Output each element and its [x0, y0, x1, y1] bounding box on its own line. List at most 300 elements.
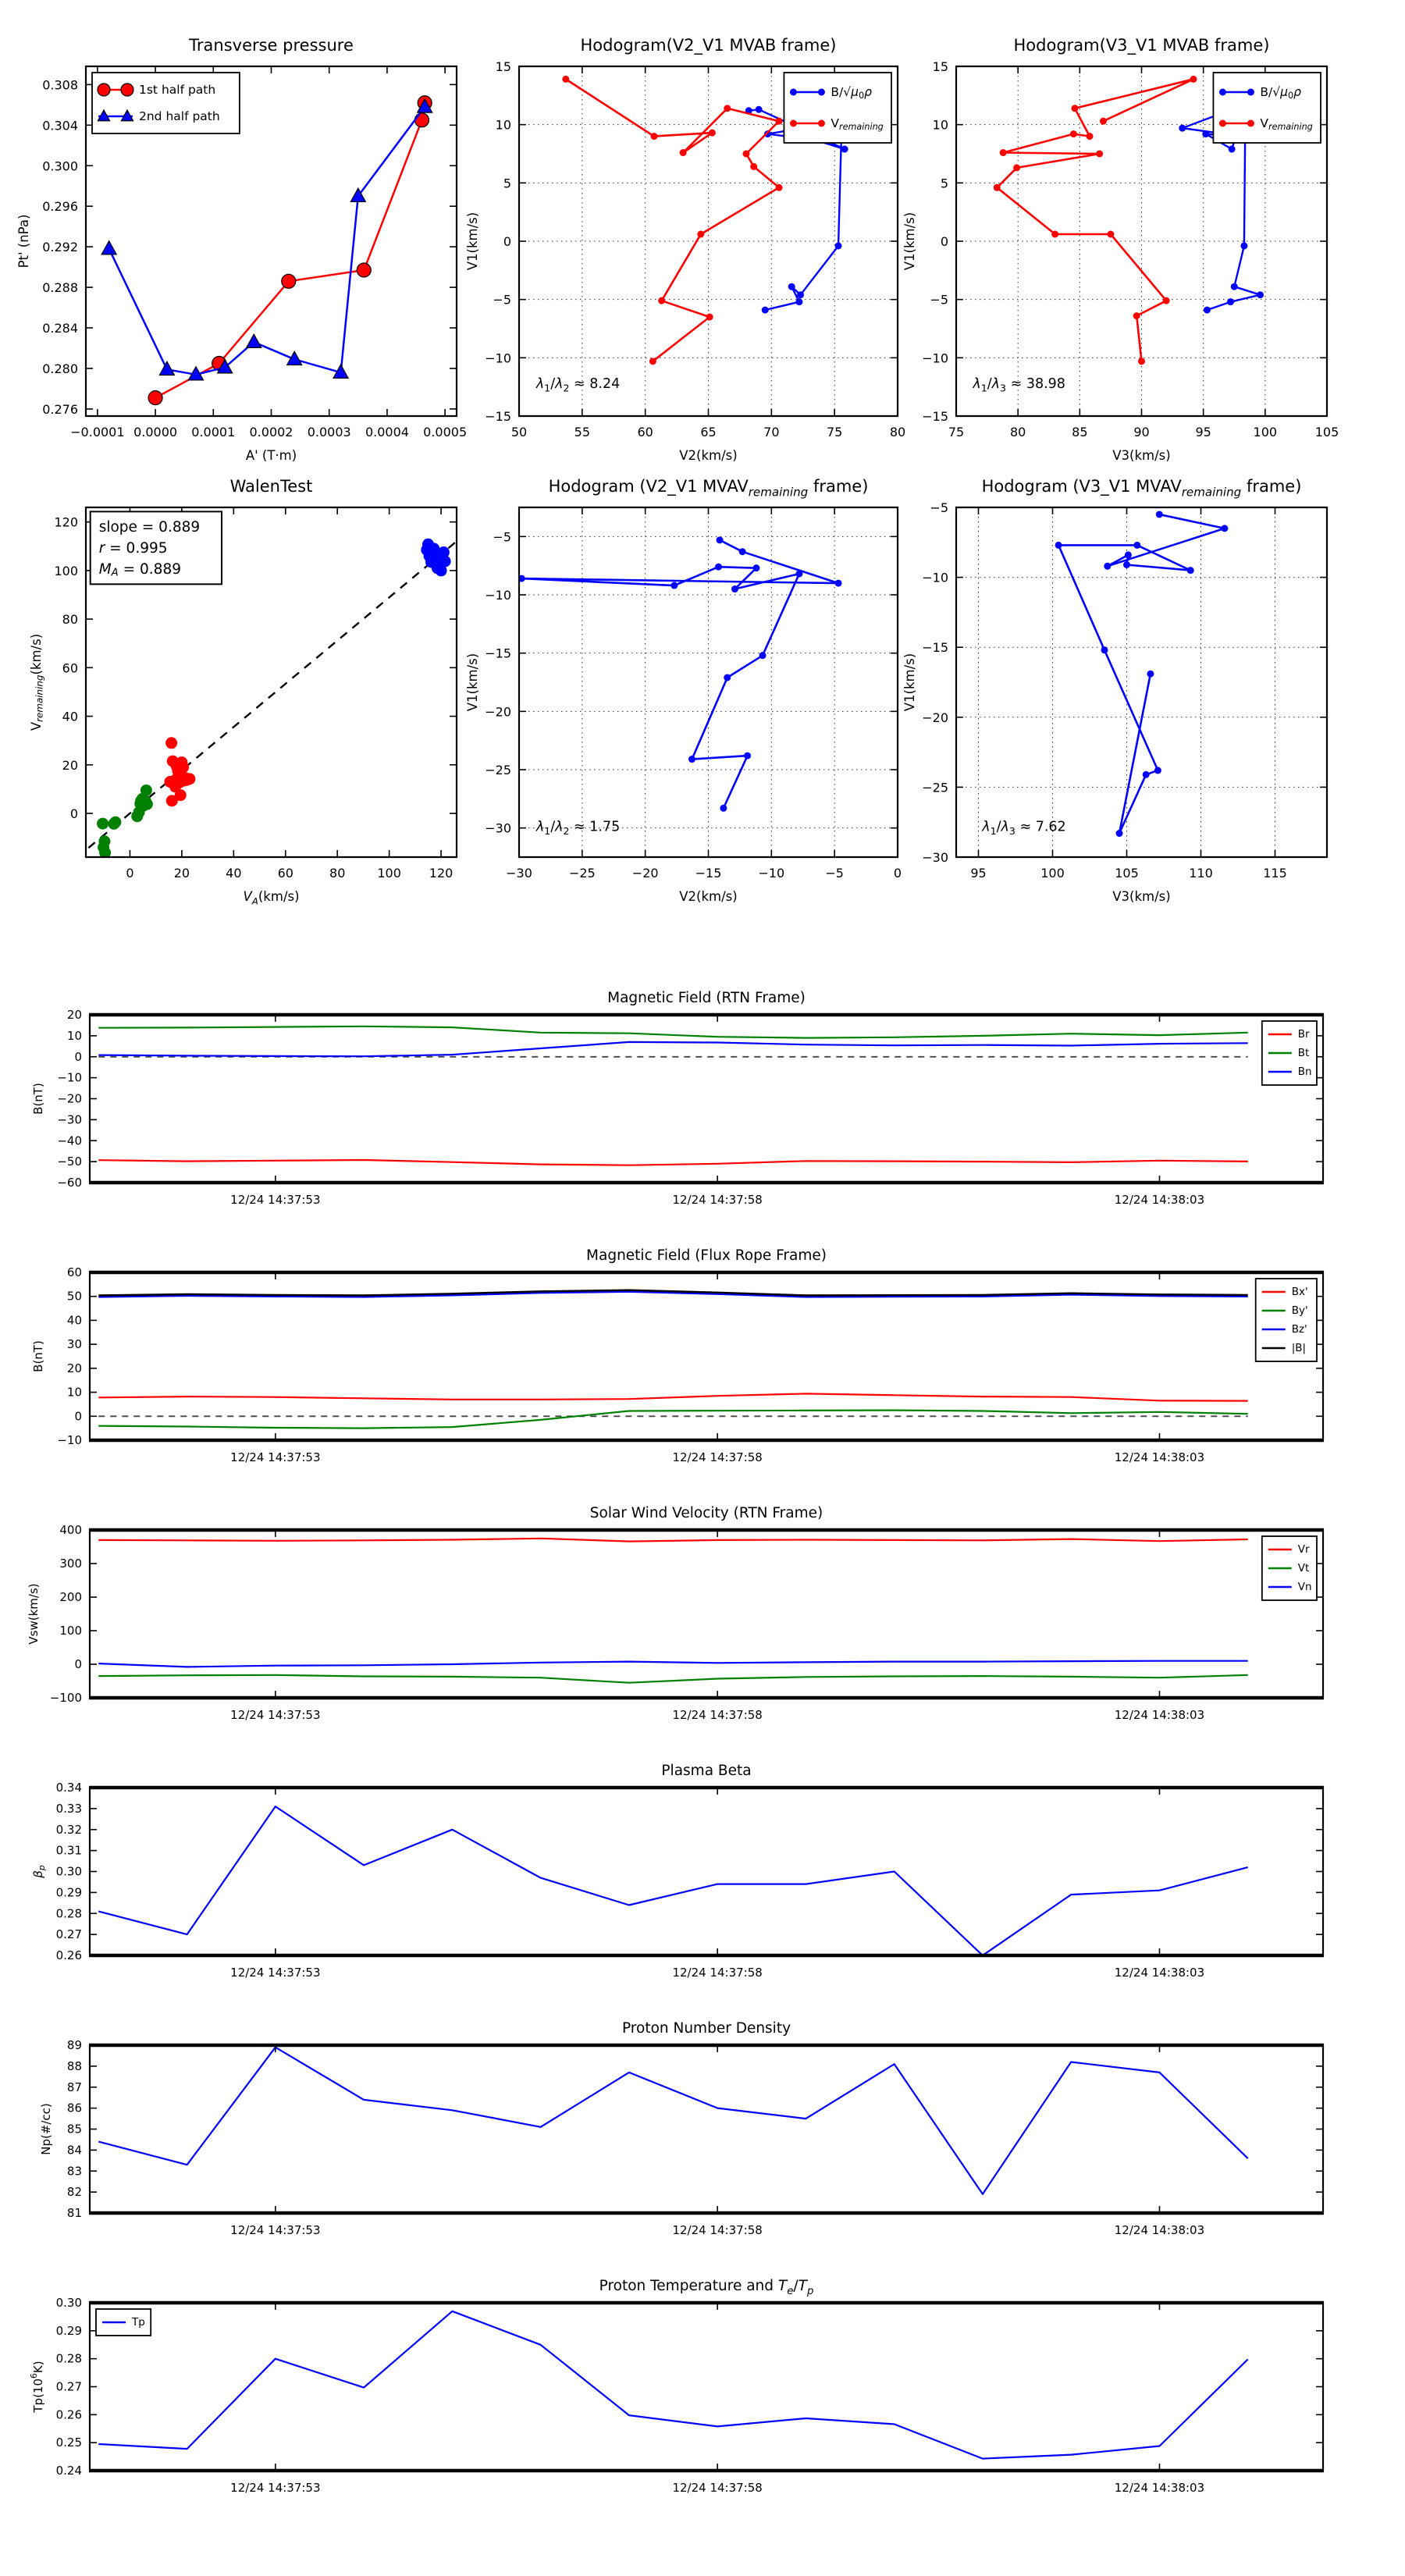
data-point-dot [795, 571, 802, 578]
y-tick-label: −20 [485, 703, 511, 719]
x-axis-label: V3(km/s) [1112, 889, 1171, 904]
data-point-dot [1147, 671, 1154, 678]
data-point-dot [680, 149, 687, 156]
data-point-dot [790, 89, 797, 96]
x-tick-label: 110 [1189, 866, 1213, 881]
x-tick-label: 0.0005 [423, 425, 468, 439]
y-tick-label: −15 [922, 408, 948, 424]
y-tick-label: 0.32 [55, 1822, 82, 1837]
data-point-dot [724, 674, 731, 681]
y-tick-label: 0 [74, 1049, 82, 1064]
gridlines [519, 507, 898, 857]
data-point-dot [183, 773, 195, 785]
x-tick-label: 60 [277, 866, 293, 881]
data-point-dot [1163, 297, 1170, 304]
data-point-circle [121, 84, 133, 96]
data-point-triangle [101, 241, 116, 254]
y-axis-label: V1(km/s) [464, 653, 480, 712]
data-point-dot [790, 120, 797, 127]
data-point-dot [709, 130, 716, 137]
data-point-dot [739, 548, 746, 555]
data-point-dot [724, 105, 731, 112]
data-point-dot [1231, 283, 1238, 290]
y-tick-label: 300 [59, 1557, 82, 1571]
y-tick-label: 0 [503, 233, 511, 249]
data-point-dot [706, 314, 713, 321]
y-tick-label: 0.26 [55, 2407, 82, 2422]
y-tick-label: −20 [922, 710, 948, 725]
y-tick-label: 0 [74, 1657, 82, 1671]
data-point-dot [166, 795, 178, 806]
data-point-dot [1070, 130, 1077, 137]
x-tick-label: −15 [695, 866, 722, 881]
chart-title: WalenTest [229, 477, 313, 496]
x-tick-label: 12/24 14:37:53 [230, 1450, 321, 1464]
series-br [98, 1160, 1247, 1165]
chart-plasma-beta [31, 1763, 1324, 1980]
data-point-dot [1190, 76, 1197, 83]
axis-ticks [90, 1015, 1323, 1183]
y-tick-label: 0.30 [55, 2296, 82, 2310]
y-tick-label: −10 [57, 1433, 82, 1447]
chart-hodogram-v2v1-mvab [465, 36, 906, 463]
y-axis-label: B(nT) [31, 1083, 45, 1115]
y-tick-label: 86 [66, 2101, 82, 2115]
y-tick-label: −60 [57, 1176, 82, 1190]
annotation-text: $\lambda_1/\lambda_3 \approx 7.62$ [982, 819, 1066, 837]
y-tick-label: −5 [930, 292, 948, 308]
y-tick-label: 0.30 [55, 1864, 82, 1879]
data-point-dot [743, 151, 750, 158]
x-tick-label: 100 [377, 866, 401, 881]
y-axis-label: V1(km/s) [902, 212, 917, 271]
y-tick-label: 0 [69, 806, 78, 821]
y-tick-label: −5 [493, 528, 511, 544]
data-point-circle [148, 391, 162, 405]
data-point-dot [835, 242, 842, 249]
x-tick-label: 12/24 14:38:03 [1114, 1450, 1205, 1464]
data-point-dot [1000, 149, 1007, 156]
stats-textbox [91, 511, 222, 584]
chart-hodogram-v3v1-mvab [902, 36, 1339, 463]
x-tick-label: 12/24 14:37:53 [230, 1193, 321, 1207]
y-tick-label: 0.300 [42, 158, 78, 173]
y-tick-label: 0.27 [55, 2379, 82, 2394]
y-tick-label: −10 [922, 570, 948, 585]
x-tick-label: 115 [1263, 866, 1287, 881]
data-point-dot [1143, 771, 1150, 778]
chart-hodogram-v2v1-mvav [465, 477, 902, 904]
data-point-dot [1107, 231, 1114, 238]
x-tick-label: 12/24 14:37:58 [672, 1708, 763, 1722]
x-tick-label: 0.0004 [365, 425, 409, 439]
x-tick-label: 40 [226, 866, 242, 881]
x-tick-label: 12/24 14:37:53 [230, 1708, 321, 1722]
data-point-triangle [159, 361, 174, 375]
data-point-dot [841, 146, 848, 153]
y-tick-label: 0.28 [55, 2351, 82, 2366]
data-point-dot [165, 737, 177, 749]
data-point-dot [1055, 542, 1062, 549]
legend-entry-label: Vt [1297, 1562, 1310, 1574]
x-tick-label: 105 [1314, 425, 1339, 439]
chart-walen-test [29, 477, 458, 906]
data-point-dot [1104, 563, 1111, 570]
x-tick-label: 12/24 14:37:53 [230, 2481, 321, 2495]
x-tick-label: −0.0001 [70, 425, 125, 439]
data-point-triangle [247, 334, 261, 347]
x-tick-label: 20 [173, 866, 190, 881]
y-tick-label: 88 [66, 2058, 82, 2073]
x-tick-label: 75 [826, 425, 843, 439]
legend-entry-label: Bn [1297, 1066, 1312, 1078]
data-point-dot [1133, 312, 1140, 319]
x-tick-label: 80 [889, 425, 906, 439]
series-bt [98, 1026, 1247, 1038]
data-point-dot [715, 564, 722, 571]
y-tick-label: 20 [62, 757, 78, 773]
y-tick-label: 80 [62, 611, 78, 627]
data-point-dot [562, 76, 569, 83]
legend [92, 73, 240, 133]
y-tick-label: 0.29 [55, 2323, 82, 2338]
series-vr [98, 1539, 1247, 1542]
axis-ticks [90, 2303, 1323, 2471]
y-tick-label: 60 [62, 660, 78, 675]
y-tick-label: 100 [59, 1624, 82, 1638]
y-tick-label: 0.26 [55, 1948, 82, 1962]
x-tick-label: −25 [568, 866, 596, 881]
series-v-path [1055, 511, 1229, 837]
x-axis-label: V2(km/s) [679, 889, 738, 904]
y-tick-label: 0 [74, 1409, 82, 1424]
y-tick-label: 0.292 [42, 239, 78, 254]
x-axis-label: A' (T·m) [245, 448, 297, 463]
y-tick-label: 89 [66, 2038, 82, 2052]
chart-title: Proton Number Density [621, 2020, 791, 2037]
y-tick-label: −15 [485, 646, 511, 661]
y-tick-label: 5 [940, 175, 948, 190]
data-point-circle [414, 113, 429, 127]
data-point-dot [1125, 551, 1132, 558]
x-tick-label: 95 [1195, 425, 1211, 439]
y-axis-label: $V_{remaining}(km/s)$ [28, 633, 45, 731]
y-tick-label: 10 [932, 117, 948, 133]
axis-ticks [90, 1530, 1323, 1698]
y-tick-label: −30 [485, 820, 511, 836]
x-tick-label: 12/24 14:37:58 [672, 2223, 763, 2237]
y-tick-label: 83 [66, 2164, 82, 2179]
x-tick-label: 0.0000 [133, 425, 178, 439]
data-point-dot [752, 564, 759, 571]
legend-entry-label: Bt [1297, 1047, 1310, 1059]
x-tick-label: 100 [1040, 866, 1065, 881]
axes-spines [89, 1014, 1324, 1183]
data-point-dot [788, 283, 795, 290]
data-point-dot [177, 761, 189, 773]
x-tick-label: 0.0001 [191, 425, 236, 439]
y-axis-label: B(nT) [31, 1340, 45, 1372]
y-tick-label: 0 [940, 233, 948, 249]
legend-entry-label: $V_{remaining}$ [1260, 116, 1313, 132]
data-point-dot [1072, 105, 1079, 112]
data-point-dot [1219, 89, 1226, 96]
chart-title: Magnetic Field (RTN Frame) [607, 990, 806, 1006]
y-tick-label: 0.29 [55, 1885, 82, 1900]
legend-box [784, 73, 891, 143]
data-point-dot [1221, 525, 1228, 532]
x-tick-label: 12/24 14:37:53 [230, 2223, 321, 2237]
chart-title: Hodogram(V2_V1 MVAB frame) [580, 36, 837, 55]
series-by- [98, 1411, 1247, 1429]
y-tick-label: 87 [66, 2080, 82, 2094]
data-point-dot [1100, 118, 1107, 125]
data-point-dot [797, 291, 804, 298]
x-tick-label: 65 [700, 425, 717, 439]
y-tick-label: −5 [930, 500, 948, 515]
data-point-dot [1202, 130, 1209, 137]
data-point-dot [650, 133, 657, 140]
x-tick-label: 70 [763, 425, 780, 439]
chart-title: Hodogram(V3_V1 MVAB frame) [1013, 36, 1270, 55]
y-tick-label: 0.276 [42, 401, 78, 417]
chart-title: Hodogram (V3_V1 $MVAV_{remaining}$ frame) [981, 477, 1302, 500]
x-tick-label: 50 [510, 425, 528, 439]
y-tick-label: 15 [495, 59, 511, 74]
y-tick-label: 100 [54, 563, 78, 578]
y-tick-label: 0.280 [42, 361, 78, 376]
legend [96, 2309, 151, 2336]
x-tick-label: 12/24 14:37:58 [672, 1193, 763, 1207]
chart-title: Magnetic Field (Flux Rope Frame) [586, 1247, 827, 1264]
legend [784, 73, 891, 143]
legend-entry-label: Vn [1297, 1581, 1312, 1593]
chart-transverse-pressure [16, 36, 468, 463]
y-tick-label: 0.28 [55, 1906, 82, 1921]
legend-entry-label: Vr [1297, 1543, 1310, 1556]
y-tick-label: −10 [922, 350, 948, 365]
x-tick-label: 0.0003 [307, 425, 351, 439]
y-tick-label: 0.288 [42, 279, 78, 295]
legend [1262, 1021, 1317, 1085]
series-cluster-blue [421, 539, 450, 577]
y-tick-label: 0.34 [55, 1781, 82, 1795]
gridlines [956, 507, 1327, 857]
series-v-remaining [562, 76, 782, 365]
data-point-dot [1051, 231, 1058, 238]
data-point-triangle [287, 351, 302, 365]
x-axis-label: V3(km/s) [1112, 448, 1171, 463]
y-tick-label: −100 [49, 1691, 82, 1705]
legend [1256, 1279, 1317, 1361]
legend-entry-label: Br [1297, 1028, 1310, 1041]
x-tick-label: 12/24 14:38:03 [1114, 2481, 1205, 2495]
legend-entry-label: |B| [1291, 1342, 1307, 1354]
axis-ticks [956, 507, 1327, 857]
y-tick-label: −10 [485, 350, 511, 365]
y-tick-label: 40 [62, 709, 78, 724]
chart-title: Proton Temperature and $T_e/T_p$ [599, 2278, 814, 2297]
data-point-dot [439, 556, 451, 568]
x-tick-label: 80 [1009, 425, 1026, 439]
x-tick-label: 12/24 14:38:03 [1114, 1193, 1205, 1207]
x-tick-label: 0.0002 [249, 425, 293, 439]
y-axis-label: V1(km/s) [464, 212, 480, 271]
axis-ticks [90, 1788, 1323, 1955]
legend-entry-label: $B/√\mu_0\rho$ [1260, 85, 1302, 101]
y-tick-label: 15 [932, 59, 948, 74]
y-tick-label: 10 [66, 1028, 82, 1043]
chart-hodogram-v3v1-mvav [902, 477, 1329, 904]
y-axis-label: Vsw(km/s) [27, 1583, 41, 1645]
data-point-dot [1154, 767, 1161, 774]
y-tick-label: −25 [485, 762, 511, 777]
y-tick-label: 0.25 [55, 2435, 82, 2450]
annotation-text: $\lambda_1/\lambda_2 \approx 1.75$ [535, 819, 621, 837]
x-tick-label: 90 [1133, 425, 1150, 439]
legend-entry-label: Bx' [1291, 1286, 1308, 1298]
x-tick-label: −30 [506, 866, 532, 881]
y-tick-label: 10 [495, 117, 511, 133]
data-point-circle [357, 263, 371, 277]
x-tick-label: 0 [126, 866, 134, 881]
data-point-dot [109, 817, 121, 828]
x-tick-label: −10 [758, 866, 785, 881]
x-tick-label: 120 [429, 866, 454, 881]
annotation-text: $\lambda_1/\lambda_3 \approx 38.98$ [973, 376, 1065, 394]
y-tick-label: 50 [66, 1289, 82, 1304]
y-tick-label: −10 [485, 587, 511, 603]
y-tick-label: 0.24 [55, 2464, 82, 2478]
y-tick-label: 82 [66, 2185, 82, 2200]
data-point-dot [1123, 561, 1130, 568]
x-tick-label: 12/24 14:37:53 [230, 1966, 321, 1980]
chart-title: Solar Wind Velocity (RTN Frame) [589, 1505, 823, 1521]
data-point-dot [97, 818, 108, 830]
series-v-path [518, 536, 842, 811]
y-axis-label: Pt' (nPa) [16, 214, 31, 269]
series-v-remaining [994, 76, 1197, 365]
y-tick-label: 0.296 [42, 198, 78, 214]
data-point-dot [1240, 242, 1247, 249]
data-point-dot [1247, 120, 1254, 127]
y-axis-label: Np(#/cc) [39, 2103, 53, 2155]
x-tick-label: 105 [1115, 866, 1139, 881]
axis-ticks [90, 1272, 1323, 1440]
x-tick-label: 12/24 14:38:03 [1114, 2223, 1205, 2237]
y-tick-label: 400 [59, 1523, 82, 1537]
legend-entry-label: 2nd half path [139, 109, 220, 123]
data-point-dot [1133, 542, 1140, 549]
x-tick-label: 12/24 14:37:58 [672, 1450, 763, 1464]
data-point-dot [756, 106, 763, 113]
series-vt [98, 1675, 1247, 1683]
series-2nd-half-path [101, 99, 432, 380]
x-tick-label: 100 [1253, 425, 1278, 439]
data-point-dot [1227, 298, 1234, 305]
data-point-dot [717, 536, 724, 543]
y-tick-label: −15 [922, 639, 948, 655]
data-point-dot [688, 756, 695, 763]
x-axis-label: $V_A(km/s)$ [243, 889, 300, 907]
y-tick-label: 10 [66, 1385, 82, 1400]
data-point-dot [776, 184, 783, 191]
x-axis-label: V2(km/s) [679, 448, 738, 463]
data-point-dot [994, 184, 1001, 191]
series-vn [98, 1661, 1247, 1667]
y-tick-label: 20 [66, 1361, 82, 1375]
data-point-dot [744, 753, 751, 760]
series-np [98, 2048, 1247, 2194]
series-cluster-green [97, 785, 153, 859]
x-tick-label: 12/24 14:37:58 [672, 2481, 763, 2495]
y-tick-label: −15 [485, 408, 511, 424]
y-tick-label: 0.284 [42, 320, 78, 336]
y-tick-label: −20 [57, 1091, 82, 1106]
x-tick-label: 55 [574, 425, 591, 439]
y-tick-label: −5 [493, 292, 511, 308]
data-point-dot [1156, 511, 1163, 518]
data-point-dot [1013, 164, 1020, 171]
data-point-dot [818, 89, 825, 96]
y-tick-label: 60 [66, 1265, 82, 1279]
axes-spines [955, 507, 1328, 858]
legend-entry-label: Tp [132, 2316, 145, 2329]
series-tp [98, 2311, 1247, 2459]
x-tick-label: 12/24 14:38:03 [1114, 1966, 1205, 1980]
data-point-dot [1087, 133, 1094, 140]
x-tick-label: 95 [970, 866, 987, 881]
data-point-dot [140, 785, 152, 796]
data-point-dot [795, 298, 802, 305]
annotation-text: $\lambda_1/\lambda_2 \approx 8.24$ [535, 376, 621, 394]
series-beta-p [98, 1806, 1247, 1955]
chart-title: Transverse pressure [189, 36, 354, 55]
x-tick-label: 12/24 14:37:58 [672, 1966, 763, 1980]
y-tick-label: 40 [66, 1313, 82, 1328]
y-tick-label: 81 [66, 2206, 82, 2220]
y-tick-label: 0.33 [55, 1801, 82, 1816]
series-bx- [98, 1393, 1247, 1400]
y-tick-label: −50 [57, 1155, 82, 1169]
y-tick-label: 5 [503, 175, 511, 190]
axes-spines [89, 2302, 1324, 2471]
y-tick-label: 200 [59, 1590, 82, 1604]
data-point-dot [649, 358, 656, 365]
x-tick-label: 80 [329, 866, 346, 881]
data-point-dot [141, 799, 153, 810]
y-tick-label: 84 [66, 2143, 82, 2158]
y-tick-label: 20 [66, 1008, 82, 1022]
chart-vsw-rtn [27, 1505, 1324, 1722]
data-point-dot [1187, 567, 1194, 574]
y-tick-label: 85 [66, 2122, 82, 2137]
chart-title: Plasma Beta [661, 1763, 752, 1779]
y-tick-label: −30 [922, 849, 948, 865]
y-tick-label: 120 [54, 514, 78, 530]
legend [1262, 1536, 1317, 1600]
x-tick-label: 60 [637, 425, 653, 439]
x-tick-label: −20 [631, 866, 659, 881]
x-tick-label: 0 [893, 866, 902, 881]
y-axis-label: $\beta_p$ [31, 1865, 47, 1878]
data-point-dot [658, 297, 665, 304]
y-tick-label: −30 [57, 1112, 82, 1127]
y-tick-label: 0.31 [55, 1843, 82, 1858]
x-tick-label: 75 [948, 425, 965, 439]
chart-proton-temperature [29, 2278, 1325, 2495]
data-point-dot [1096, 151, 1103, 158]
